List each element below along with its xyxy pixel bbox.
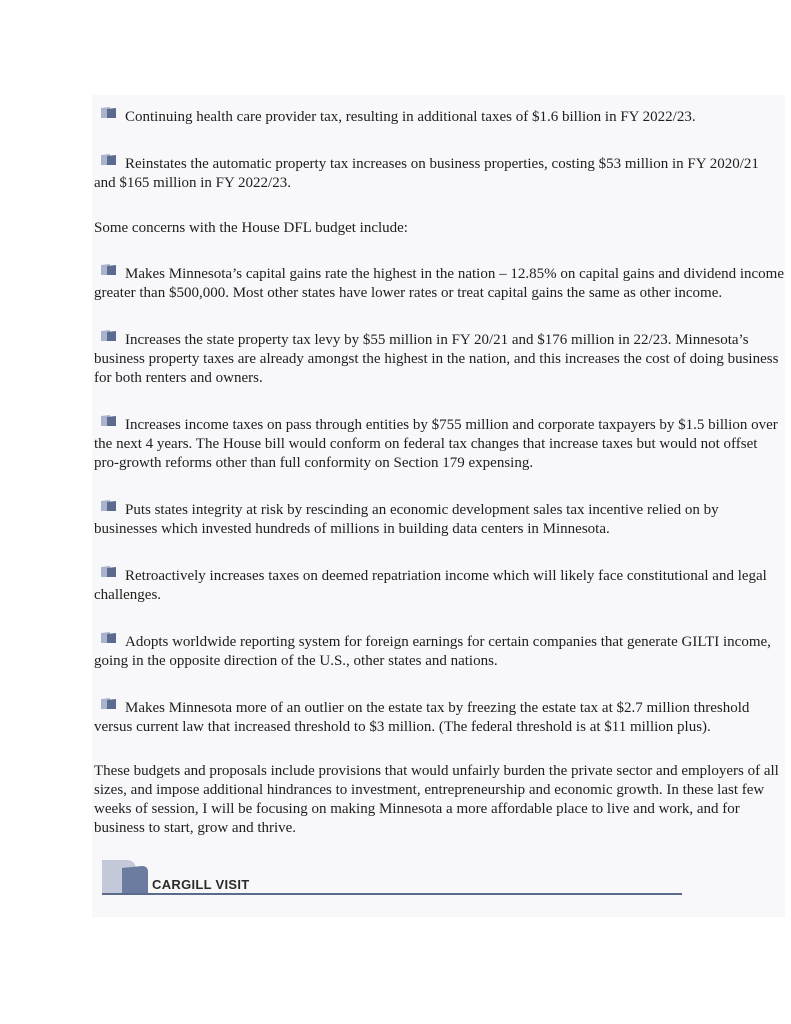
- bullet-icon: [100, 106, 117, 119]
- document-body: [94, 106, 784, 838]
- concern-item-0: [94, 263, 784, 303]
- concern-item-5: [94, 631, 784, 671]
- bullet-text: Continuing health care provider tax, resulting in additional taxes of $1.6 billion in FY 2022/23.: [125, 109, 696, 125]
- concern-text: Increases income taxes on pass through entities by $755 million and corporate taxpayers by $1.5 billion over the next 4 years. The House bill would conform on federal tax changes that increase taxes but would not offset pro-growth reforms other than full conformity on Section 179 expensing.: [94, 417, 778, 471]
- concern-item-3: [94, 499, 784, 539]
- bullet-text: Reinstates the automatic property tax increases on business properties, costing $53 million in FY 2020/21 and $165 million in FY 2022/23.: [94, 156, 759, 191]
- section-header: [100, 858, 682, 898]
- bullet-icon: [100, 153, 117, 166]
- section-divider: [102, 893, 682, 895]
- section-title: CARGILL VISIT: [152, 877, 250, 892]
- bullet-item-1: [94, 153, 784, 193]
- concern-text: Makes Minnesota more of an outlier on the estate tax by freezing the estate tax at $2.7 million threshold versus current law that increased threshold to $3 million. (The federal threshold is at $11 million plus).: [94, 700, 750, 735]
- concerns-intro: Some concerns with the House DFL budget include:: [94, 220, 408, 236]
- concern-text: Adopts worldwide reporting system for foreign earnings for certain companies that generate GILTI income, going in the opposite direction of the U.S., other states and nations.: [94, 634, 771, 669]
- bullet-icon: [100, 414, 117, 427]
- bullet-item-0: [94, 106, 784, 127]
- concern-text: Puts states integrity at risk by rescinding an economic development sales tax incentive relied on by businesses which invested hundreds of millions in building data centers in Minnesota.: [94, 502, 719, 537]
- concern-item-4: [94, 565, 784, 605]
- bullet-icon: [100, 263, 117, 276]
- bullet-icon: [100, 631, 117, 644]
- bullet-icon: [100, 499, 117, 512]
- concern-item-2: [94, 414, 784, 473]
- concern-text: Increases the state property tax levy by $55 million in FY 20/21 and $176 million in 22/23. Minnesota’s business property taxes are already amongst the highest in the nation, and this increases the cost of doing business for both renters and owners.: [94, 332, 779, 386]
- bullet-icon: [100, 565, 117, 578]
- bullet-icon: [100, 697, 117, 710]
- bullet-icon: [100, 329, 117, 342]
- concern-item-6: [94, 697, 784, 737]
- concern-item-1: [94, 329, 784, 388]
- concern-text: Retroactively increases taxes on deemed repatriation income which will likely face constitutional and legal challenges.: [94, 568, 767, 603]
- concern-text: Makes Minnesota’s capital gains rate the highest in the nation – 12.85% on capital gains and dividend income greater than $500,000. Most other states have lower rates or treat capital gains the same as other income.: [94, 266, 785, 301]
- closing-paragraph: These budgets and proposals include provisions that would unfairly burden the private sector and employers of all sizes, and impose additional hindrances to investment, entrepreneurship and economic growth. In these last few weeks of session, I will be focusing on making Minnesota a more affordable place to live and work, and for business to start, grow and thrive.: [94, 763, 779, 836]
